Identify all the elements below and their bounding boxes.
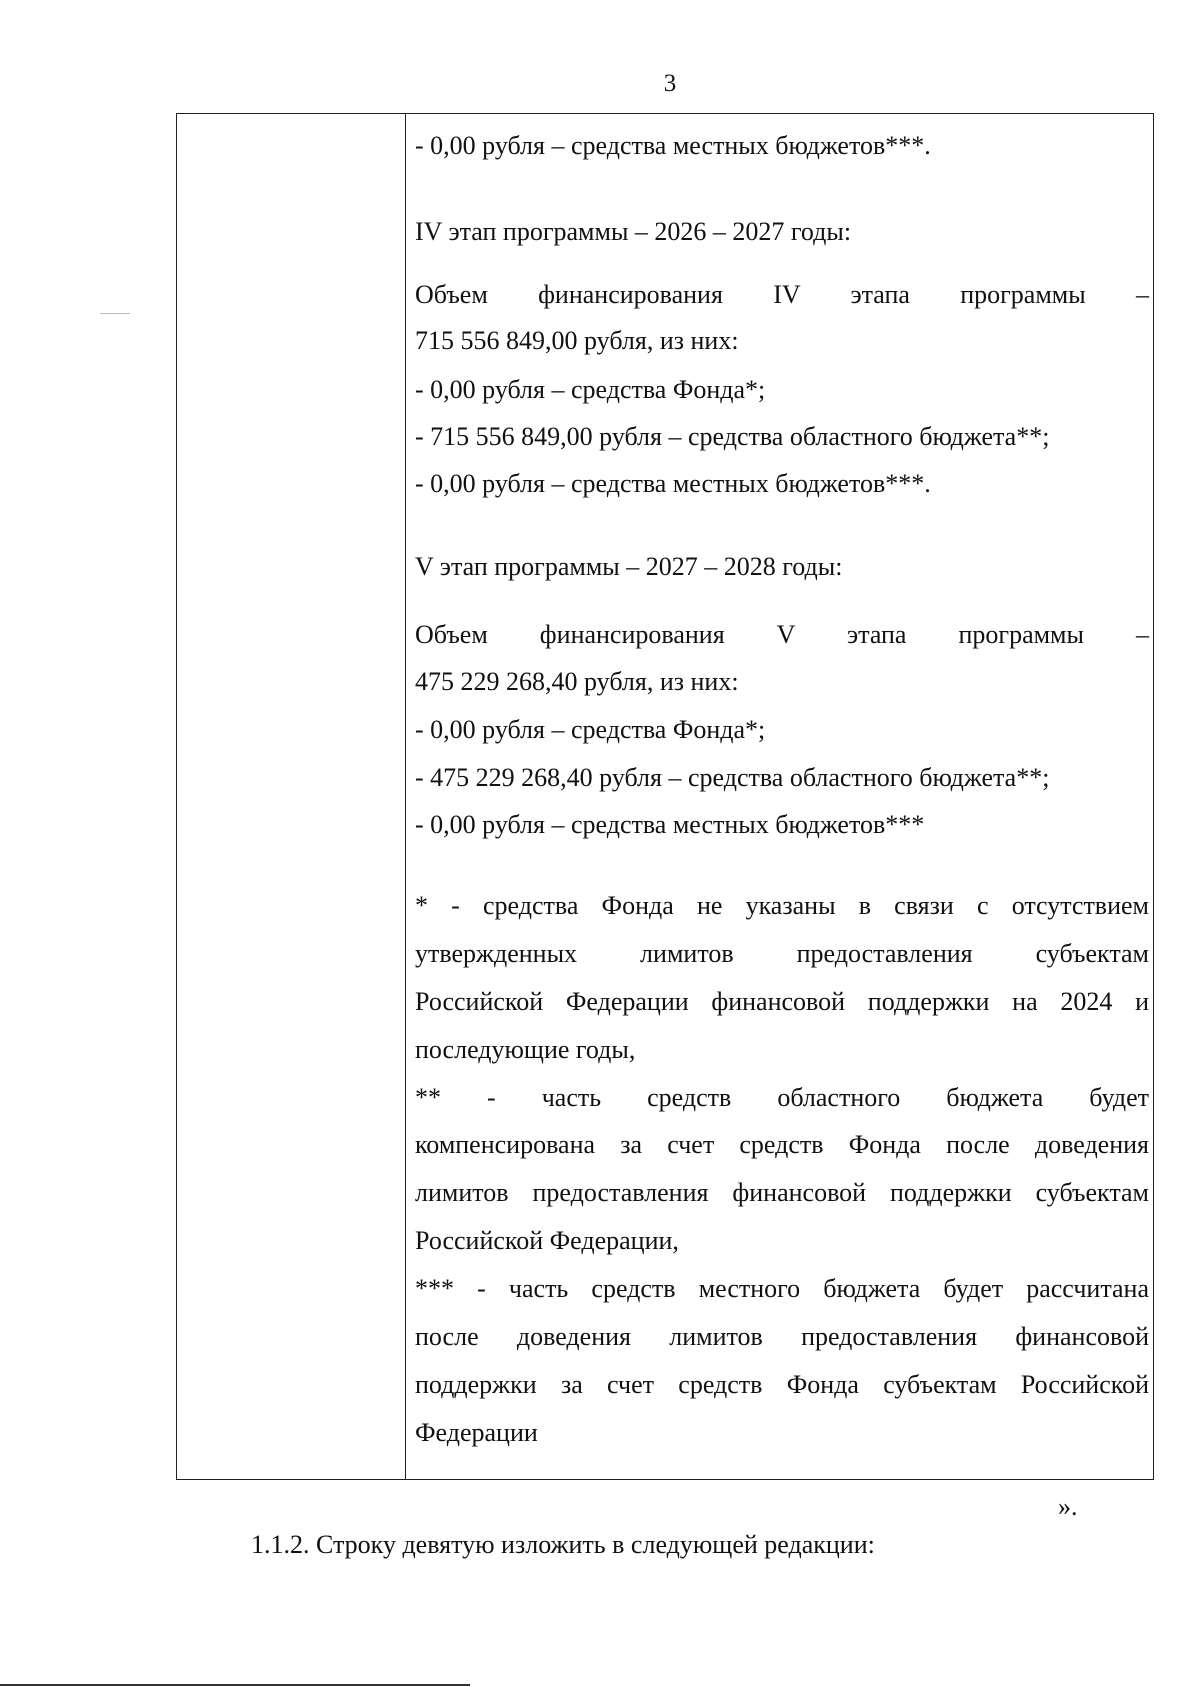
text-line: - 715 556 849,00 рубля – средства областного бюджета**; [415,422,1050,451]
text-line: * - средства Фонда не указаны в связи с отсутствием [415,891,1149,920]
margin-mark [100,313,130,314]
text-line: Объем финансирования V этапа программы – [415,620,1149,649]
text-line: Федерации [415,1418,538,1447]
text-line: *** - часть средств местного бюджета будет рассчитана [415,1274,1149,1303]
table-left-column [177,114,406,1479]
next-clause-text: 1.1.2. Строку девятую изложить в следующей редакции: [251,1530,875,1559]
text-line: после доведения лимитов предоставления финансовой [415,1322,1149,1351]
text-line: 475 229 268,40 рубля, из них: [415,667,739,696]
text-line: - 0,00 рубля – средства местных бюджетов***. [415,131,931,160]
document-table [176,113,1154,1480]
text-line: - 0,00 рубля – средства местных бюджетов***. [415,469,931,498]
text-line: Российской Федерации финансовой поддержки на 2024 и [415,987,1149,1016]
text-line: Объем финансирования IV этапа программы – [415,280,1149,309]
bottom-rule [0,1684,470,1686]
text-line: компенсирована за счет средств Фонда после доведения [415,1130,1149,1159]
closing-quote: ». [1058,1492,1078,1521]
text-line: - 0,00 рубля – средства Фонда*; [415,715,766,744]
text-line: 715 556 849,00 рубля, из них: [415,326,739,355]
text-line: IV этап программы – 2026 – 2027 годы: [415,217,852,246]
text-line: - 0,00 рубля – средства местных бюджетов*** [415,810,925,839]
text-line: - 475 229 268,40 рубля – средства областного бюджета**; [415,763,1050,792]
text-line: Российской Федерации, [415,1226,679,1255]
page-number: 3 [663,70,677,97]
text-line: утвержденных лимитов предоставления субъектам [415,939,1149,968]
text-line: V этап программы – 2027 – 2028 годы: [415,552,843,581]
text-line: - 0,00 рубля – средства Фонда*; [415,375,766,404]
text-line: поддержки за счет средств Фонда субъектам Российской [415,1370,1149,1399]
text-line: лимитов предоставления финансовой поддержки субъектам [415,1178,1149,1207]
text-line: последующие годы, [415,1035,636,1064]
text-line: ** - часть средств областного бюджета будет [415,1083,1149,1112]
